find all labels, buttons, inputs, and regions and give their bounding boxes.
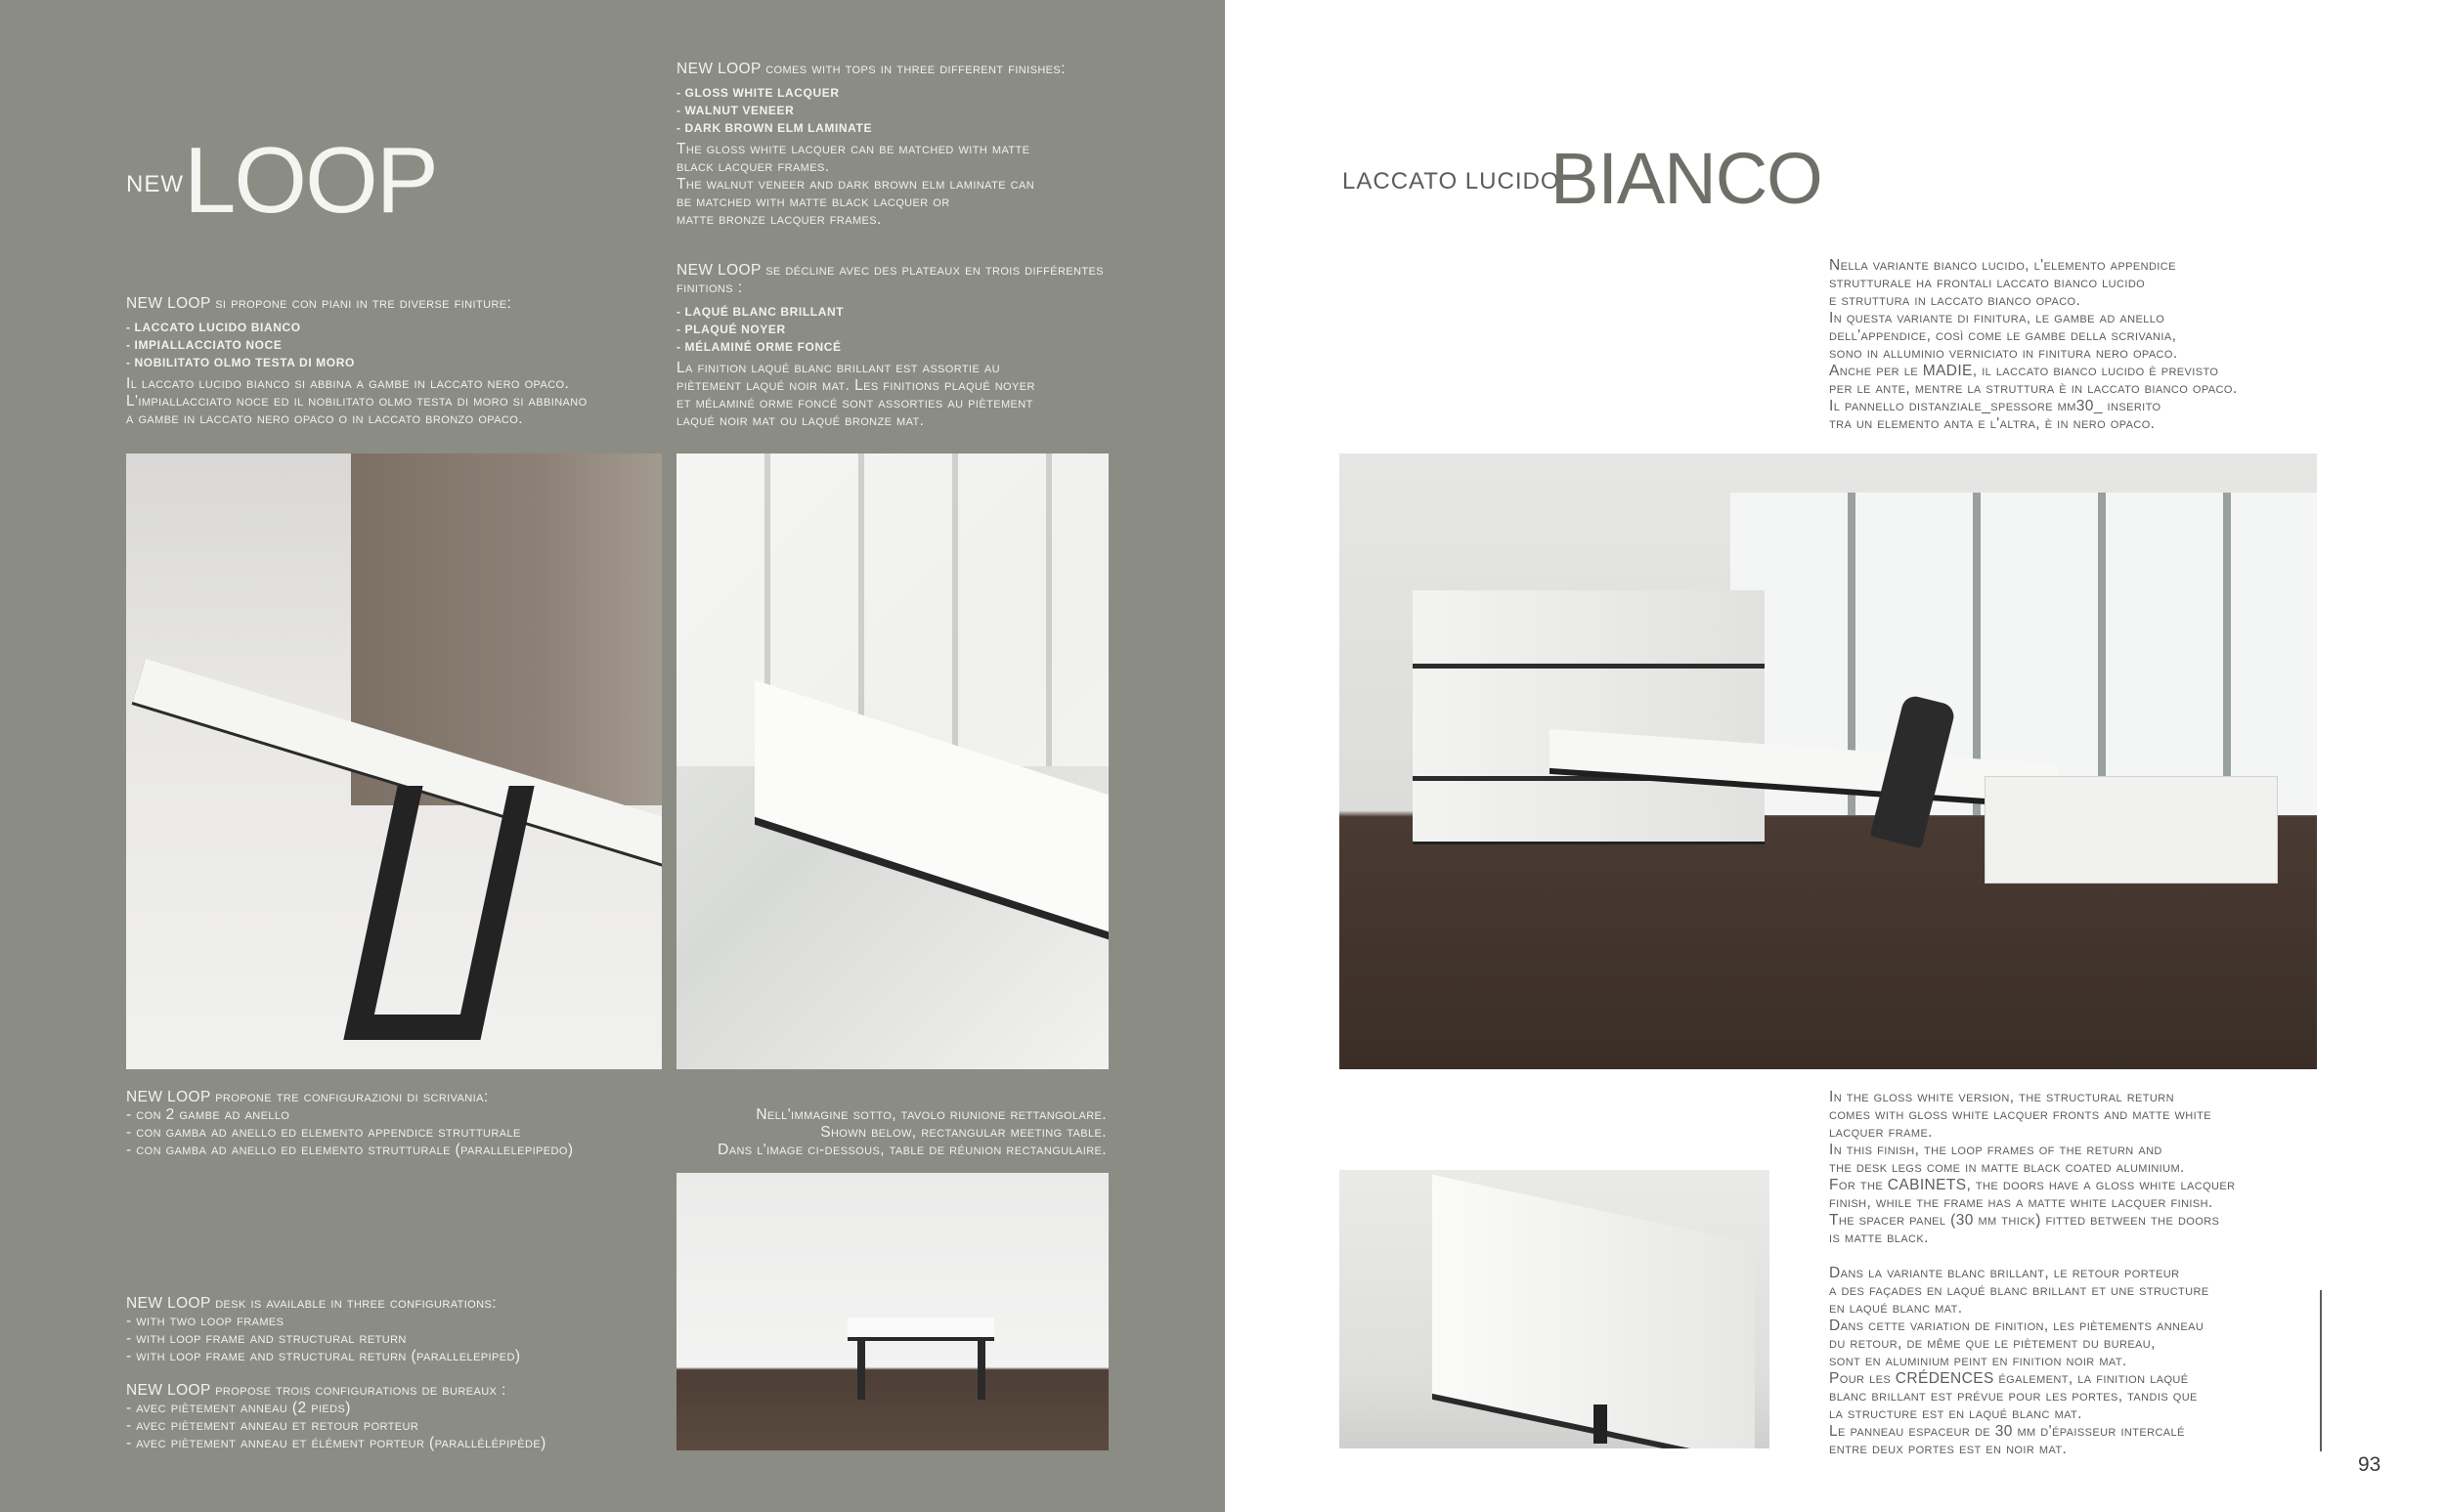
en-bianco-line: finish, while the frame has a matte white lacquer finish. — [1829, 1194, 2213, 1211]
it-bianco-line: Il pannello distanziale_spessore mm30_ inserito — [1829, 398, 2161, 414]
meeting-table-caption — [676, 1106, 1107, 1159]
it-bianco-line: per le ante, mentre la struttura è in laccato bianco opaco. — [1829, 380, 2238, 397]
fr-bianco-line: Dans cette variation de finition, les piètements anneau — [1829, 1318, 2204, 1334]
it-bianco-line: Nella variante bianco lucido, l'elemento appendice — [1829, 257, 2176, 274]
it-bianco-line: strutturale ha frontali laccato bianco lucido — [1829, 275, 2146, 291]
it-finish-item: - IMPIALLACCIATO NOCE — [126, 338, 283, 352]
it-intro-heading: NEW LOOP si propone con piani in tre diverse finiture: — [126, 295, 512, 312]
fr-bianco-line: Dans la variante blanc brillant, le retour porteur — [1829, 1265, 2180, 1281]
en-intro-block — [676, 61, 1107, 229]
en-bianco-line: For the CABINETS, the doors have a gloss white lacquer — [1829, 1177, 2236, 1193]
en-intro-body-line: The walnut veneer and dark brown elm laminate can — [676, 176, 1035, 193]
en-config-item: - with two loop frames — [126, 1313, 284, 1329]
en-bianco-line: In the gloss white version, the structural return — [1829, 1089, 2174, 1105]
caption-line: Dans l'image ci-dessous, table de réunion rectangulaire. — [718, 1142, 1107, 1158]
page-edge-rule — [2320, 1290, 2322, 1451]
caption-line: Shown below, rectangular meeting table. — [820, 1124, 1107, 1141]
it-intro-body-line: Il laccato lucido bianco si abbina a gambe in laccato nero opaco. — [126, 375, 570, 392]
en-finish-item: - WALNUT VENEER — [676, 104, 795, 117]
it-config-item: - con 2 gambe ad anello — [126, 1106, 290, 1123]
it-config-item: - con gamba ad anello ed elemento appendice strutturale — [126, 1124, 521, 1141]
fr-finish-item: - PLAQUÉ NOYER — [676, 323, 786, 336]
fr-intro-body-line: et mélaminé orme foncé sont assorties au piètement — [676, 395, 1033, 411]
it-intro-body-line: L'impiallacciato noce ed il nobilitato olmo testa di moro si abbinano — [126, 393, 588, 410]
fr-bianco-line: la structure est en laqué blanc mat. — [1829, 1405, 2082, 1422]
it-bianco-line: Anche per le MADIE, il laccato bianco lucido è previsto — [1829, 363, 2219, 379]
title-laccato-lucido: LACCATO LUCIDO — [1342, 168, 1560, 194]
page-number: 93 — [2358, 1453, 2381, 1476]
it-bianco-line: dell'appendice, così come le gambe della scrivania, — [1829, 327, 2177, 344]
title-bianco: BIANCO — [1550, 138, 1822, 219]
fr-bianco-line: en laqué blanc mat. — [1829, 1300, 1963, 1317]
fr-bianco-line: Le panneau espaceur de 30 mm d'épaisseur intercalé — [1829, 1423, 2185, 1440]
fr-intro-body-line: La finition laqué blanc brillant est assortie au — [676, 360, 1000, 376]
en-intro-body-line: black lacquer frames. — [676, 158, 830, 175]
fr-intro-block — [676, 262, 1107, 430]
it-config-block — [126, 1089, 674, 1159]
it-finish-item: - NOBILITATO OLMO TESTA DI MORO — [126, 356, 355, 369]
fr-bianco-line: du retour, de même que le piètement du bureau, — [1829, 1335, 2156, 1352]
title-loop: LOOP — [184, 128, 437, 233]
fr-bianco-line: a des façades en laqué blanc brillant et une structure — [1829, 1282, 2209, 1299]
photo-meeting-table — [676, 1173, 1109, 1450]
fr-config-item: - avec piètement anneau et élément porteur (parallélépipède) — [126, 1435, 546, 1451]
it-bianco-line: In questa variante di finitura, le gambe ad anello — [1829, 310, 2165, 326]
fr-intro-body-line: laqué noir mat ou laqué bronze mat. — [676, 412, 925, 429]
en-intro-heading: NEW LOOP comes with tops in three different finishes: — [676, 61, 1066, 77]
photo-desk-top-detail — [676, 454, 1109, 1069]
photo-desk-side-view — [126, 454, 662, 1069]
fr-config-heading: NEW LOOP propose trois configurations de bureaux : — [126, 1382, 506, 1399]
photo-office-white-desk — [1339, 454, 2317, 1069]
en-intro-body-line: The gloss white lacquer can be matched with matte — [676, 141, 1030, 157]
en-config-block — [126, 1295, 674, 1365]
en-bianco-line: In this finish, the loop frames of the return and — [1829, 1142, 2162, 1158]
en-bianco-line: the desk legs come in matte black coated aluminium. — [1829, 1159, 2185, 1176]
fr-intro-body-line: piètement laqué noir mat. Les finitions plaqué noyer — [676, 377, 1035, 394]
fr-bianco-description — [1829, 1265, 2318, 1458]
en-finish-item: - GLOSS WHITE LACQUER — [676, 86, 840, 100]
it-bianco-line: e struttura in laccato bianco opaco. — [1829, 292, 2081, 309]
it-bianco-line: sono in alluminio verniciato in finitura nero opaco. — [1829, 345, 2178, 362]
it-config-item: - con gamba ad anello ed elemento strutturale (parallelepipedo) — [126, 1142, 574, 1158]
photo-structural-return-detail — [1339, 1170, 1769, 1448]
en-intro-body-line: matte bronze lacquer frames. — [676, 211, 882, 228]
title-prefix-new: NEW — [126, 171, 184, 197]
en-bianco-line: lacquer frame. — [1829, 1124, 1933, 1141]
fr-config-item: - avec piètement anneau et retour porteur — [126, 1417, 419, 1434]
en-intro-body-line: be matched with matte black lacquer or — [676, 194, 950, 210]
en-bianco-line: is matte black. — [1829, 1230, 1929, 1246]
fr-bianco-line: sont en aluminium peint en finition noir mat. — [1829, 1353, 2127, 1369]
en-bianco-line: comes with gloss white lacquer fronts and matte white — [1829, 1106, 2211, 1123]
it-finish-item: - LACCATO LUCIDO BIANCO — [126, 321, 301, 334]
it-intro-body-line: a gambe in laccato nero opaco o in laccato bronzo opaco. — [126, 410, 523, 427]
it-intro-block — [126, 295, 674, 428]
fr-finish-item: - MÉLAMINÉ ORME FONCÉ — [676, 340, 842, 354]
en-config-item: - with loop frame and structural return — [126, 1330, 407, 1347]
en-finish-item: - DARK BROWN ELM LAMINATE — [676, 121, 873, 135]
fr-config-item: - avec piètement anneau (2 pieds) — [126, 1400, 351, 1416]
caption-line: Nell'immagine sotto, tavolo riunione rettangolare. — [756, 1106, 1107, 1123]
fr-config-block — [126, 1382, 674, 1452]
en-bianco-line: The spacer panel (30 mm thick) fitted between the doors — [1829, 1212, 2220, 1229]
fr-bianco-line: blanc brillant est prévue pour les portes, tandis que — [1829, 1388, 2198, 1404]
fr-finish-item: - LAQUÉ BLANC BRILLANT — [676, 305, 845, 319]
en-config-item: - with loop frame and structural return (parallelepiped) — [126, 1348, 521, 1364]
it-bianco-description — [1829, 257, 2318, 433]
it-bianco-line: tra un elemento anta e l'altra, è in nero opaco. — [1829, 415, 2156, 432]
en-bianco-description — [1829, 1089, 2318, 1247]
it-config-heading: NEW LOOP propone tre configurazioni di scrivania: — [126, 1089, 489, 1105]
fr-bianco-line: entre deux portes est en noir mat. — [1829, 1441, 2068, 1457]
fr-bianco-line: Pour les CRÉDENCES également, la finition laqué — [1829, 1370, 2189, 1387]
en-config-heading: NEW LOOP desk is available in three configurations: — [126, 1295, 497, 1312]
fr-intro-heading: NEW LOOP se décline avec des plateaux en trois différentes finitions : — [676, 262, 1104, 296]
